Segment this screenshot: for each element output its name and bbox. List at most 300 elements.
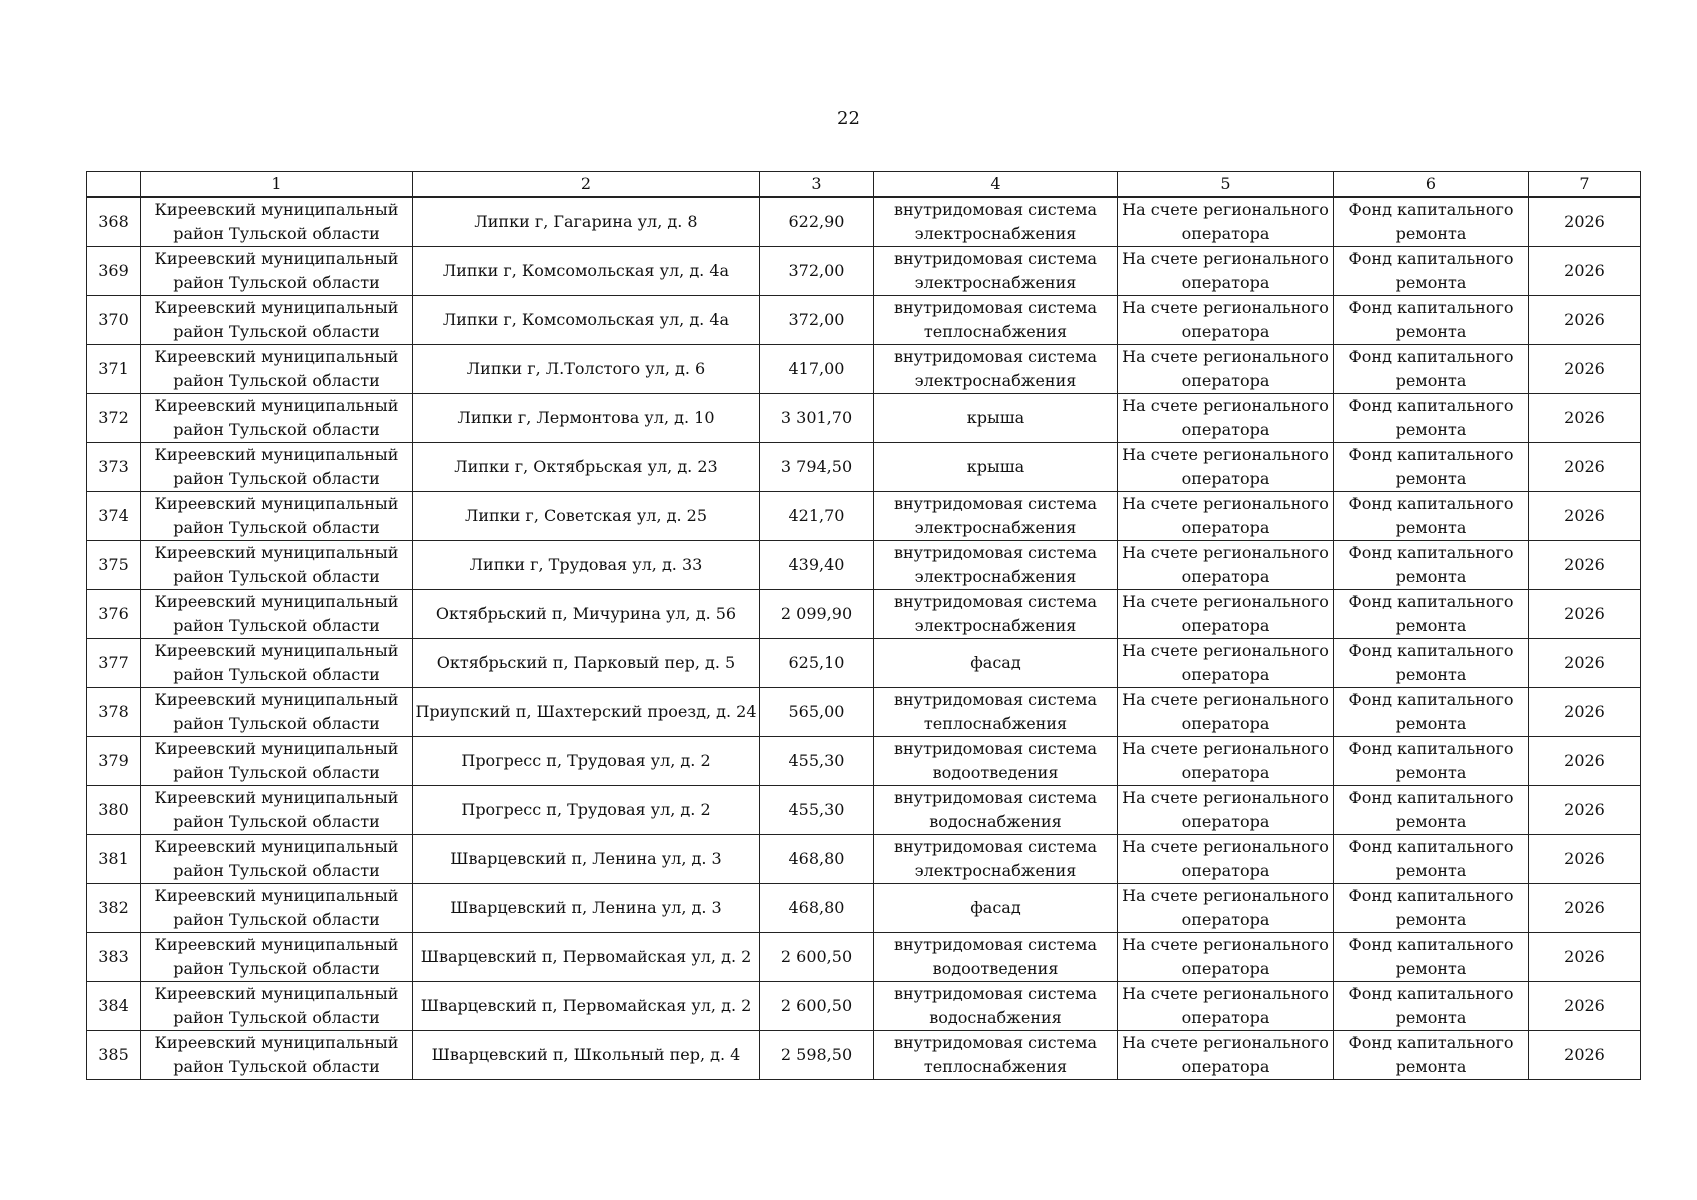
cell-account-line-1: На счете регионального bbox=[1122, 837, 1329, 856]
cell-funding-source-line-1: Фонд капитального bbox=[1348, 690, 1514, 709]
cell-district-line-2: район Тульской области bbox=[173, 420, 380, 439]
cell-funding-source-line-1: Фонд капитального bbox=[1348, 641, 1514, 660]
header-cell-7: 7 bbox=[1529, 172, 1641, 198]
header-cell-5: 5 bbox=[1118, 172, 1334, 198]
cell-work-type bbox=[874, 541, 1118, 590]
cell-district bbox=[141, 933, 413, 982]
cell-district-line-1: Киреевский муниципальный bbox=[154, 396, 399, 415]
cell-funding-source-line-1: Фонд капитального bbox=[1348, 445, 1514, 464]
cell-year: 2026 bbox=[1529, 394, 1641, 443]
cell-district-line-1: Киреевский муниципальный bbox=[154, 739, 399, 758]
cell-area: 468,80 bbox=[760, 884, 874, 933]
cell-funding-source bbox=[1334, 835, 1529, 884]
cell-work-type-line-2: электроснабжения bbox=[914, 616, 1077, 635]
cell-account-line-1: На счете регионального bbox=[1122, 543, 1329, 562]
cell-account bbox=[1118, 394, 1334, 443]
cell-work-type-line-2: водоотведения bbox=[932, 763, 1059, 782]
cell-address: Липки г, Лермонтова ул, д. 10 bbox=[413, 394, 760, 443]
cell-work-type-line-2: электроснабжения bbox=[914, 224, 1077, 243]
cell-account-line-2: оператора bbox=[1181, 469, 1270, 488]
cell-district-line-2: район Тульской области bbox=[173, 1057, 380, 1076]
cell-funding-source-line-2: ремонта bbox=[1395, 371, 1467, 390]
cell-account-line-2: оператора bbox=[1181, 518, 1270, 537]
cell-funding-source-line-1: Фонд капитального bbox=[1348, 298, 1514, 317]
cell-address: Липки г, Комсомольская ул, д. 4а bbox=[413, 296, 760, 345]
cell-funding-source-line-1: Фонд капитального bbox=[1348, 886, 1514, 905]
cell-district bbox=[141, 394, 413, 443]
cell-number: 371 bbox=[87, 345, 141, 394]
cell-account-line-2: оператора bbox=[1181, 714, 1270, 733]
table-row bbox=[87, 394, 1641, 443]
cell-work-type bbox=[874, 394, 1118, 443]
cell-account bbox=[1118, 296, 1334, 345]
cell-work-type-line-2: электроснабжения bbox=[914, 567, 1077, 586]
cell-work-type-line-1: внутридомовая система bbox=[893, 690, 1098, 709]
cell-account-line-2: оператора bbox=[1181, 763, 1270, 782]
cell-year: 2026 bbox=[1529, 345, 1641, 394]
cell-funding-source-line-2: ремонта bbox=[1395, 273, 1467, 292]
cell-district-line-2: район Тульской области bbox=[173, 959, 380, 978]
cell-work-type-line-1: внутридомовая система bbox=[893, 1033, 1098, 1052]
cell-district bbox=[141, 639, 413, 688]
cell-year: 2026 bbox=[1529, 982, 1641, 1031]
cell-account bbox=[1118, 590, 1334, 639]
cell-district-line-2: район Тульской области bbox=[173, 224, 380, 243]
cell-work-type bbox=[874, 247, 1118, 296]
cell-address: Шварцевский п, Ленина ул, д. 3 bbox=[413, 835, 760, 884]
cell-work-type bbox=[874, 443, 1118, 492]
cell-work-type bbox=[874, 688, 1118, 737]
cell-number: 380 bbox=[87, 786, 141, 835]
cell-funding-source bbox=[1334, 590, 1529, 639]
cell-funding-source bbox=[1334, 1031, 1529, 1080]
cell-address: Липки г, Трудовая ул, д. 33 bbox=[413, 541, 760, 590]
cell-work-type-line-2: электроснабжения bbox=[914, 518, 1077, 537]
cell-number: 381 bbox=[87, 835, 141, 884]
cell-work-type-line-1: крыша bbox=[966, 408, 1025, 427]
cell-number: 375 bbox=[87, 541, 141, 590]
cell-year: 2026 bbox=[1529, 541, 1641, 590]
cell-area: 417,00 bbox=[760, 345, 874, 394]
cell-funding-source-line-2: ремонта bbox=[1395, 959, 1467, 978]
cell-area: 622,90 bbox=[760, 197, 874, 247]
cell-work-type bbox=[874, 884, 1118, 933]
cell-address: Липки г, Октябрьская ул, д. 23 bbox=[413, 443, 760, 492]
cell-address: Липки г, Советская ул, д. 25 bbox=[413, 492, 760, 541]
cell-district bbox=[141, 786, 413, 835]
cell-account-line-1: На счете регионального bbox=[1122, 1033, 1329, 1052]
cell-account-line-2: оператора bbox=[1181, 567, 1270, 586]
cell-account bbox=[1118, 443, 1334, 492]
cell-account-line-1: На счете регионального bbox=[1122, 984, 1329, 1003]
cell-district-line-1: Киреевский муниципальный bbox=[154, 984, 399, 1003]
cell-funding-source-line-1: Фонд капитального bbox=[1348, 739, 1514, 758]
cell-account-line-2: оператора bbox=[1181, 322, 1270, 341]
cell-account-line-1: На счете регионального bbox=[1122, 788, 1329, 807]
cell-funding-source-line-2: ремонта bbox=[1395, 224, 1467, 243]
cell-funding-source bbox=[1334, 394, 1529, 443]
cell-district-line-1: Киреевский муниципальный bbox=[154, 200, 399, 219]
cell-number: 378 bbox=[87, 688, 141, 737]
table-row bbox=[87, 737, 1641, 786]
cell-district bbox=[141, 296, 413, 345]
table-row bbox=[87, 884, 1641, 933]
cell-account-line-2: оператора bbox=[1181, 1057, 1270, 1076]
cell-district bbox=[141, 688, 413, 737]
cell-address: Липки г, Комсомольская ул, д. 4а bbox=[413, 247, 760, 296]
cell-work-type bbox=[874, 639, 1118, 688]
cell-account bbox=[1118, 247, 1334, 296]
header-cell-number bbox=[87, 172, 141, 198]
cell-area: 455,30 bbox=[760, 737, 874, 786]
cell-work-type bbox=[874, 345, 1118, 394]
cell-area: 2 600,50 bbox=[760, 933, 874, 982]
cell-funding-source-line-2: ремонта bbox=[1395, 616, 1467, 635]
cell-year: 2026 bbox=[1529, 296, 1641, 345]
cell-account-line-1: На счете регионального bbox=[1122, 347, 1329, 366]
cell-account-line-1: На счете регионального bbox=[1122, 494, 1329, 513]
cell-area: 2 598,50 bbox=[760, 1031, 874, 1080]
cell-funding-source bbox=[1334, 933, 1529, 982]
cell-work-type bbox=[874, 296, 1118, 345]
cell-work-type bbox=[874, 492, 1118, 541]
cell-district-line-2: район Тульской области bbox=[173, 763, 380, 782]
cell-funding-source-line-1: Фонд капитального bbox=[1348, 592, 1514, 611]
cell-area: 3 794,50 bbox=[760, 443, 874, 492]
cell-funding-source-line-2: ремонта bbox=[1395, 1008, 1467, 1027]
cell-number: 377 bbox=[87, 639, 141, 688]
cell-work-type-line-2: водоснабжения bbox=[929, 812, 1062, 831]
cell-account-line-2: оператора bbox=[1181, 1008, 1270, 1027]
cell-funding-source-line-2: ремонта bbox=[1395, 861, 1467, 880]
cell-district-line-1: Киреевский муниципальный bbox=[154, 641, 399, 660]
table-header bbox=[87, 172, 1641, 198]
cell-funding-source-line-2: ремонта bbox=[1395, 567, 1467, 586]
cell-area: 372,00 bbox=[760, 296, 874, 345]
cell-number: 373 bbox=[87, 443, 141, 492]
cell-account bbox=[1118, 884, 1334, 933]
cell-work-type-line-2: электроснабжения bbox=[914, 273, 1077, 292]
cell-number: 379 bbox=[87, 737, 141, 786]
cell-work-type-line-1: крыша bbox=[966, 457, 1025, 476]
cell-area: 3 301,70 bbox=[760, 394, 874, 443]
cell-account-line-1: На счете регионального bbox=[1122, 592, 1329, 611]
cell-work-type-line-1: внутридомовая система bbox=[893, 984, 1098, 1003]
cell-funding-source-line-1: Фонд капитального bbox=[1348, 837, 1514, 856]
cell-district-line-2: район Тульской области bbox=[173, 665, 380, 684]
header-cell-4: 4 bbox=[874, 172, 1118, 198]
cell-funding-source-line-2: ремонта bbox=[1395, 910, 1467, 929]
cell-funding-source bbox=[1334, 639, 1529, 688]
header-row bbox=[87, 172, 1641, 198]
cell-area: 372,00 bbox=[760, 247, 874, 296]
cell-district bbox=[141, 492, 413, 541]
cell-account-line-2: оператора bbox=[1181, 420, 1270, 439]
cell-year: 2026 bbox=[1529, 688, 1641, 737]
cell-work-type-line-2: теплоснабжения bbox=[923, 714, 1068, 733]
cell-district bbox=[141, 197, 413, 247]
cell-account-line-1: На счете регионального bbox=[1122, 200, 1329, 219]
cell-funding-source-line-2: ремонта bbox=[1395, 665, 1467, 684]
cell-area: 421,70 bbox=[760, 492, 874, 541]
cell-account bbox=[1118, 933, 1334, 982]
table-row bbox=[87, 982, 1641, 1031]
table-row bbox=[87, 590, 1641, 639]
cell-district bbox=[141, 590, 413, 639]
cell-account bbox=[1118, 541, 1334, 590]
cell-funding-source bbox=[1334, 492, 1529, 541]
cell-year: 2026 bbox=[1529, 933, 1641, 982]
cell-area: 2 600,50 bbox=[760, 982, 874, 1031]
cell-district bbox=[141, 345, 413, 394]
cell-account bbox=[1118, 639, 1334, 688]
cell-funding-source-line-2: ремонта bbox=[1395, 420, 1467, 439]
table-row bbox=[87, 1031, 1641, 1080]
cell-funding-source-line-1: Фонд капитального bbox=[1348, 543, 1514, 562]
cell-number: 372 bbox=[87, 394, 141, 443]
cell-number: 382 bbox=[87, 884, 141, 933]
cell-funding-source-line-1: Фонд капитального bbox=[1348, 200, 1514, 219]
cell-district bbox=[141, 247, 413, 296]
cell-district-line-2: район Тульской области bbox=[173, 910, 380, 929]
cell-district bbox=[141, 835, 413, 884]
cell-account-line-1: На счете регионального bbox=[1122, 886, 1329, 905]
cell-year: 2026 bbox=[1529, 492, 1641, 541]
cell-account bbox=[1118, 786, 1334, 835]
cell-work-type bbox=[874, 737, 1118, 786]
cell-work-type-line-2: теплоснабжения bbox=[923, 322, 1068, 341]
cell-district-line-1: Киреевский муниципальный bbox=[154, 886, 399, 905]
cell-account bbox=[1118, 982, 1334, 1031]
cell-district-line-1: Киреевский муниципальный bbox=[154, 837, 399, 856]
cell-year: 2026 bbox=[1529, 197, 1641, 247]
cell-account-line-2: оператора bbox=[1181, 959, 1270, 978]
cell-account-line-1: На счете регионального bbox=[1122, 641, 1329, 660]
cell-area: 565,00 bbox=[760, 688, 874, 737]
cell-funding-source bbox=[1334, 443, 1529, 492]
cell-funding-source-line-2: ремонта bbox=[1395, 763, 1467, 782]
cell-account-line-2: оператора bbox=[1181, 224, 1270, 243]
cell-number: 370 bbox=[87, 296, 141, 345]
cell-area: 439,40 bbox=[760, 541, 874, 590]
cell-account-line-2: оператора bbox=[1181, 812, 1270, 831]
cell-account bbox=[1118, 197, 1334, 247]
cell-district bbox=[141, 884, 413, 933]
cell-funding-source-line-2: ремонта bbox=[1395, 469, 1467, 488]
cell-address: Приупский п, Шахтерский проезд, д. 24 bbox=[413, 688, 760, 737]
table-row bbox=[87, 247, 1641, 296]
cell-district-line-2: район Тульской области bbox=[173, 1008, 380, 1027]
cell-district bbox=[141, 982, 413, 1031]
cell-funding-source-line-1: Фонд капитального bbox=[1348, 788, 1514, 807]
cell-account-line-1: На счете регионального bbox=[1122, 298, 1329, 317]
cell-district bbox=[141, 1031, 413, 1080]
cell-funding-source bbox=[1334, 737, 1529, 786]
cell-work-type-line-1: фасад bbox=[970, 653, 1021, 672]
cell-work-type-line-1: внутридомовая система bbox=[893, 837, 1098, 856]
cell-account-line-2: оператора bbox=[1181, 273, 1270, 292]
cell-work-type-line-2: водоотведения bbox=[932, 959, 1059, 978]
cell-funding-source-line-2: ремонта bbox=[1395, 714, 1467, 733]
cell-number: 368 bbox=[87, 197, 141, 247]
cell-address: Шварцевский п, Первомайская ул, д. 2 bbox=[413, 982, 760, 1031]
cell-account bbox=[1118, 345, 1334, 394]
cell-district-line-1: Киреевский муниципальный bbox=[154, 445, 399, 464]
cell-number: 376 bbox=[87, 590, 141, 639]
cell-work-type-line-1: фасад bbox=[970, 898, 1021, 917]
cell-funding-source bbox=[1334, 197, 1529, 247]
cell-year: 2026 bbox=[1529, 786, 1641, 835]
cell-district-line-1: Киреевский муниципальный bbox=[154, 690, 399, 709]
cell-work-type-line-1: внутридомовая система bbox=[893, 543, 1098, 562]
cell-work-type bbox=[874, 197, 1118, 247]
cell-work-type bbox=[874, 1031, 1118, 1080]
cell-work-type-line-1: внутридомовая система bbox=[893, 494, 1098, 513]
cell-district-line-2: район Тульской области bbox=[173, 518, 380, 537]
cell-year: 2026 bbox=[1529, 835, 1641, 884]
cell-address: Липки г, Л.Толстого ул, д. 6 bbox=[413, 345, 760, 394]
cell-district bbox=[141, 541, 413, 590]
cell-account bbox=[1118, 492, 1334, 541]
cell-account-line-2: оператора bbox=[1181, 910, 1270, 929]
cell-funding-source bbox=[1334, 247, 1529, 296]
cell-year: 2026 bbox=[1529, 884, 1641, 933]
cell-funding-source-line-2: ремонта bbox=[1395, 1057, 1467, 1076]
cell-year: 2026 bbox=[1529, 590, 1641, 639]
header-cell-3: 3 bbox=[760, 172, 874, 198]
cell-district-line-2: район Тульской области bbox=[173, 616, 380, 635]
cell-district-line-2: район Тульской области bbox=[173, 469, 380, 488]
cell-number: 374 bbox=[87, 492, 141, 541]
cell-account-line-2: оператора bbox=[1181, 616, 1270, 635]
cell-work-type bbox=[874, 982, 1118, 1031]
cell-area: 468,80 bbox=[760, 835, 874, 884]
cell-account bbox=[1118, 737, 1334, 786]
cell-district-line-1: Киреевский муниципальный bbox=[154, 298, 399, 317]
repair-registry-table bbox=[86, 171, 1641, 1080]
table-row bbox=[87, 541, 1641, 590]
table-row bbox=[87, 443, 1641, 492]
cell-work-type-line-1: внутридомовая система bbox=[893, 739, 1098, 758]
page-number: 22 bbox=[837, 108, 860, 129]
cell-funding-source bbox=[1334, 786, 1529, 835]
header-cell-1: 1 bbox=[141, 172, 413, 198]
cell-account-line-2: оператора bbox=[1181, 861, 1270, 880]
header-cell-6: 6 bbox=[1334, 172, 1529, 198]
cell-work-type-line-1: внутридомовая система bbox=[893, 935, 1098, 954]
cell-district-line-1: Киреевский муниципальный bbox=[154, 494, 399, 513]
cell-district bbox=[141, 443, 413, 492]
cell-work-type-line-1: внутридомовая система bbox=[893, 298, 1098, 317]
cell-funding-source-line-1: Фонд капитального bbox=[1348, 984, 1514, 1003]
cell-district-line-1: Киреевский муниципальный bbox=[154, 249, 399, 268]
cell-district-line-2: район Тульской области bbox=[173, 812, 380, 831]
cell-work-type bbox=[874, 590, 1118, 639]
cell-work-type-line-2: электроснабжения bbox=[914, 371, 1077, 390]
cell-funding-source-line-1: Фонд капитального bbox=[1348, 935, 1514, 954]
table-row bbox=[87, 835, 1641, 884]
cell-work-type bbox=[874, 835, 1118, 884]
cell-funding-source-line-2: ремонта bbox=[1395, 518, 1467, 537]
cell-account bbox=[1118, 1031, 1334, 1080]
cell-funding-source-line-1: Фонд капитального bbox=[1348, 347, 1514, 366]
cell-address: Шварцевский п, Ленина ул, д. 3 bbox=[413, 884, 760, 933]
cell-account-line-1: На счете регионального bbox=[1122, 690, 1329, 709]
cell-district-line-1: Киреевский муниципальный bbox=[154, 347, 399, 366]
cell-account-line-2: оператора bbox=[1181, 371, 1270, 390]
cell-work-type-line-2: водоснабжения bbox=[929, 1008, 1062, 1027]
cell-funding-source-line-1: Фонд капитального bbox=[1348, 396, 1514, 415]
cell-number: 384 bbox=[87, 982, 141, 1031]
cell-funding-source-line-2: ремонта bbox=[1395, 812, 1467, 831]
cell-funding-source bbox=[1334, 688, 1529, 737]
cell-funding-source-line-1: Фонд капитального bbox=[1348, 1033, 1514, 1052]
cell-district-line-2: район Тульской области bbox=[173, 322, 380, 341]
header-cell-2: 2 bbox=[413, 172, 760, 198]
cell-account bbox=[1118, 835, 1334, 884]
cell-address: Шварцевский п, Первомайская ул, д. 2 bbox=[413, 933, 760, 982]
table-row bbox=[87, 296, 1641, 345]
cell-area: 455,30 bbox=[760, 786, 874, 835]
cell-account-line-2: оператора bbox=[1181, 665, 1270, 684]
table-row bbox=[87, 197, 1641, 247]
cell-address: Октябрьский п, Мичурина ул, д. 56 bbox=[413, 590, 760, 639]
cell-year: 2026 bbox=[1529, 1031, 1641, 1080]
cell-funding-source bbox=[1334, 296, 1529, 345]
cell-work-type bbox=[874, 786, 1118, 835]
cell-funding-source bbox=[1334, 982, 1529, 1031]
cell-funding-source bbox=[1334, 541, 1529, 590]
cell-funding-source bbox=[1334, 884, 1529, 933]
table-row bbox=[87, 639, 1641, 688]
cell-account-line-1: На счете регионального bbox=[1122, 445, 1329, 464]
cell-district-line-1: Киреевский муниципальный bbox=[154, 592, 399, 611]
cell-year: 2026 bbox=[1529, 737, 1641, 786]
cell-work-type-line-1: внутридомовая система bbox=[893, 200, 1098, 219]
table-row bbox=[87, 933, 1641, 982]
cell-district bbox=[141, 737, 413, 786]
cell-funding-source bbox=[1334, 345, 1529, 394]
cell-work-type-line-1: внутридомовая система bbox=[893, 788, 1098, 807]
table-row bbox=[87, 786, 1641, 835]
cell-year: 2026 bbox=[1529, 639, 1641, 688]
cell-funding-source-line-1: Фонд капитального bbox=[1348, 249, 1514, 268]
cell-account-line-1: На счете регионального bbox=[1122, 396, 1329, 415]
cell-district-line-2: район Тульской области bbox=[173, 861, 380, 880]
cell-district-line-1: Киреевский муниципальный bbox=[154, 935, 399, 954]
cell-district-line-1: Киреевский муниципальный bbox=[154, 1033, 399, 1052]
table-row bbox=[87, 492, 1641, 541]
cell-year: 2026 bbox=[1529, 247, 1641, 296]
cell-area: 625,10 bbox=[760, 639, 874, 688]
cell-address: Октябрьский п, Парковый пер, д. 5 bbox=[413, 639, 760, 688]
cell-account-line-1: На счете регионального bbox=[1122, 935, 1329, 954]
cell-account-line-1: На счете регионального bbox=[1122, 739, 1329, 758]
cell-area: 2 099,90 bbox=[760, 590, 874, 639]
cell-work-type-line-1: внутридомовая система bbox=[893, 592, 1098, 611]
cell-account-line-1: На счете регионального bbox=[1122, 249, 1329, 268]
table-row bbox=[87, 688, 1641, 737]
cell-address: Липки г, Гагарина ул, д. 8 bbox=[413, 197, 760, 247]
cell-work-type-line-1: внутридомовая система bbox=[893, 249, 1098, 268]
cell-work-type-line-2: электроснабжения bbox=[914, 861, 1077, 880]
cell-number: 383 bbox=[87, 933, 141, 982]
table-row bbox=[87, 345, 1641, 394]
cell-work-type bbox=[874, 933, 1118, 982]
cell-funding-source-line-1: Фонд капитального bbox=[1348, 494, 1514, 513]
cell-address: Прогресс п, Трудовая ул, д. 2 bbox=[413, 786, 760, 835]
cell-district-line-1: Киреевский муниципальный bbox=[154, 788, 399, 807]
